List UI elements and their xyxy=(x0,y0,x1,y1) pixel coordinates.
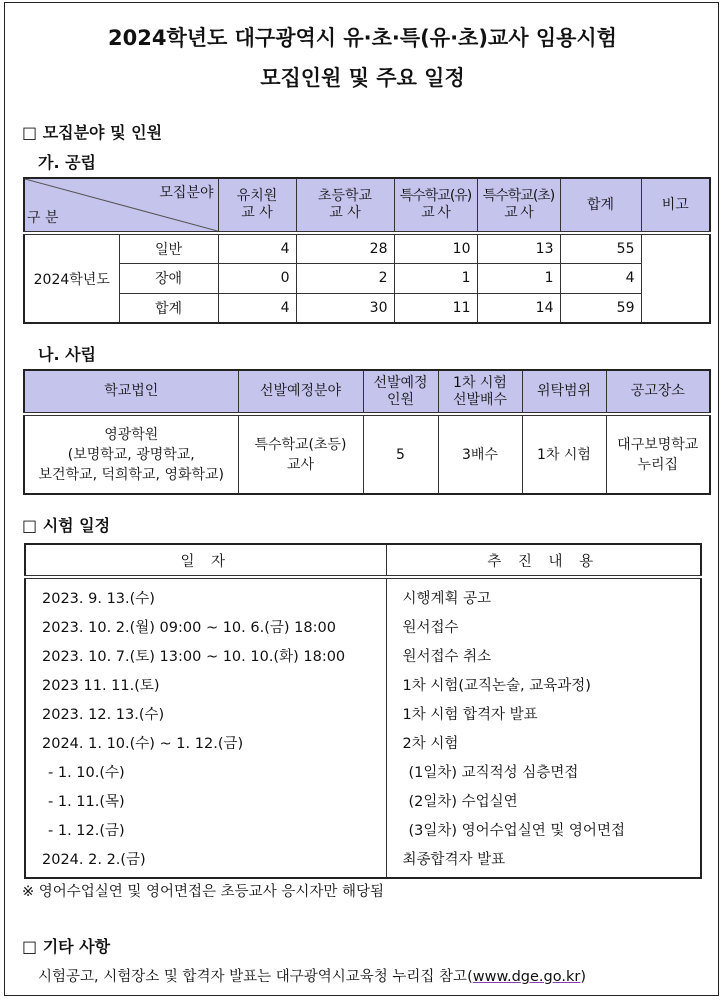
corner-header xyxy=(24,178,218,233)
schedule-content: (2일차) 수업실연 xyxy=(386,786,701,815)
col-header: 학교법인 xyxy=(24,370,238,414)
footer-text xyxy=(38,965,586,986)
schedule-row xyxy=(25,757,701,786)
col-header: 선발예정분야 xyxy=(238,370,363,414)
schedule-date: 2024. 1. 10.(수) ~ 1. 12.(금) xyxy=(25,728,386,757)
cell: 1 xyxy=(394,263,477,293)
footer-body: 시험공고, 시험장소 및 합격자 발표는 대구광역시교육청 누리집 참고( xyxy=(38,969,473,985)
schedule-row xyxy=(25,612,701,641)
website-link[interactable]: www.dge.go.kr xyxy=(472,969,581,985)
footer-close: ) xyxy=(580,969,586,985)
schedule-date: 2023 11. 11.(토) xyxy=(25,670,386,699)
field-cell: 특수학교(초등) 교사 xyxy=(238,414,363,494)
row-label: 합계 xyxy=(119,293,218,323)
col-header-content: 추 진 내 용 xyxy=(386,544,701,577)
schedule-content: (1일차) 교직적성 심층면접 xyxy=(386,757,701,786)
col-header-remarks: 비고 xyxy=(641,178,710,233)
row-label: 장애 xyxy=(119,263,218,293)
cell: 4 xyxy=(560,263,641,293)
schedule-content: 1차 시험(교직논술, 교육과정) xyxy=(386,670,701,699)
row-label: 일반 xyxy=(119,233,218,263)
schedule-date: 2023. 10. 2.(월) 09:00 ~ 10. 6.(금) 18:00 xyxy=(25,612,386,641)
schedule-row xyxy=(25,577,701,612)
cell: 13 xyxy=(477,233,560,263)
schedule-row xyxy=(25,815,701,844)
schedule-content: 시행계획 공고 xyxy=(386,577,701,612)
corp-cell: 영광학원 (보명학교, 광명학교, 보건학교, 덕희학교, 영화학교) xyxy=(24,414,238,494)
cell: 10 xyxy=(394,233,477,263)
corner-bottom-label: 구 분 xyxy=(27,210,59,226)
cell: 4 xyxy=(218,293,296,323)
cell: 59 xyxy=(560,293,641,323)
cell: 4 xyxy=(218,233,296,263)
schedule-date: - 1. 11.(목) xyxy=(25,786,386,815)
col-header: 1차 시험 선발배수 xyxy=(438,370,522,414)
cell: 55 xyxy=(560,233,641,263)
schedule-date: - 1. 10.(수) xyxy=(25,757,386,786)
year-cell: 2024학년도 xyxy=(24,233,119,323)
cell: 30 xyxy=(296,293,394,323)
col-header: 특수학교(초) 교 사 xyxy=(477,178,560,233)
schedule-date: 2024. 2. 2.(금) xyxy=(25,844,386,878)
schedule-row xyxy=(25,641,701,670)
schedule-row xyxy=(25,728,701,757)
col-header: 공고장소 xyxy=(606,370,710,414)
cell: 0 xyxy=(218,263,296,293)
place-cell: 대구보명학교 누리집 xyxy=(606,414,710,494)
remarks-cell xyxy=(641,233,710,323)
note: ※ 영어수업실연 및 영어면접은 초등교사 응시자만 해당됨 xyxy=(22,884,384,900)
cell: 2 xyxy=(296,263,394,293)
schedule-date: - 1. 12.(금) xyxy=(25,815,386,844)
col-header: 선발예정 인원 xyxy=(363,370,438,414)
corner-top-label: 모집분야 xyxy=(159,185,214,201)
scope-cell: 1차 시험 xyxy=(522,414,606,494)
schedule-row xyxy=(25,699,701,728)
schedule-table xyxy=(24,543,702,879)
table-row xyxy=(24,414,710,494)
cell: 1 xyxy=(477,263,560,293)
cell: 14 xyxy=(477,293,560,323)
schedule-content: 최종합격자 발표 xyxy=(386,844,701,878)
col-header-total: 합계 xyxy=(560,178,641,233)
section-etc: □ 기타 사항 xyxy=(22,937,111,956)
col-header-date: 일 자 xyxy=(25,544,386,577)
schedule-date: 2023. 10. 7.(토) 13:00 ~ 10. 10.(화) 18:00 xyxy=(25,641,386,670)
table-row xyxy=(24,233,710,263)
schedule-row xyxy=(25,786,701,815)
section-recruitment: □ 모집분야 및 인원 xyxy=(22,123,163,142)
schedule-content: 1차 시험 합격자 발표 xyxy=(386,699,701,728)
cell: 11 xyxy=(394,293,477,323)
doc-title: 2024학년도 대구광역시 유·초·특(유·초)교사 임용시험 xyxy=(108,26,617,50)
private-heading: 나. 사립 xyxy=(38,345,97,364)
col-header: 초등학교 교 사 xyxy=(296,178,394,233)
schedule-content: (3일차) 영어수업실연 및 영어면접 xyxy=(386,815,701,844)
table-row xyxy=(24,263,710,293)
table-row xyxy=(24,293,710,323)
schedule-content: 원서접수 취소 xyxy=(386,641,701,670)
schedule-content: 2차 시험 xyxy=(386,728,701,757)
public-table xyxy=(23,177,711,324)
section-schedule: □ 시험 일정 xyxy=(22,516,111,535)
col-header: 특수학교(유) 교 사 xyxy=(394,178,477,233)
cell: 28 xyxy=(296,233,394,263)
multiple-cell: 3배수 xyxy=(438,414,522,494)
col-header: 유치원 교 사 xyxy=(218,178,296,233)
public-heading: 가. 공립 xyxy=(38,153,97,172)
schedule-date: 2023. 9. 13.(수) xyxy=(25,577,386,612)
col-header: 위탁범위 xyxy=(522,370,606,414)
count-cell: 5 xyxy=(363,414,438,494)
schedule-date: 2023. 12. 13.(수) xyxy=(25,699,386,728)
schedule-content: 원서접수 xyxy=(386,612,701,641)
private-table xyxy=(23,369,711,495)
doc-subtitle: 모집인원 및 주요 일정 xyxy=(260,66,465,90)
schedule-row xyxy=(25,844,701,878)
schedule-row xyxy=(25,670,701,699)
